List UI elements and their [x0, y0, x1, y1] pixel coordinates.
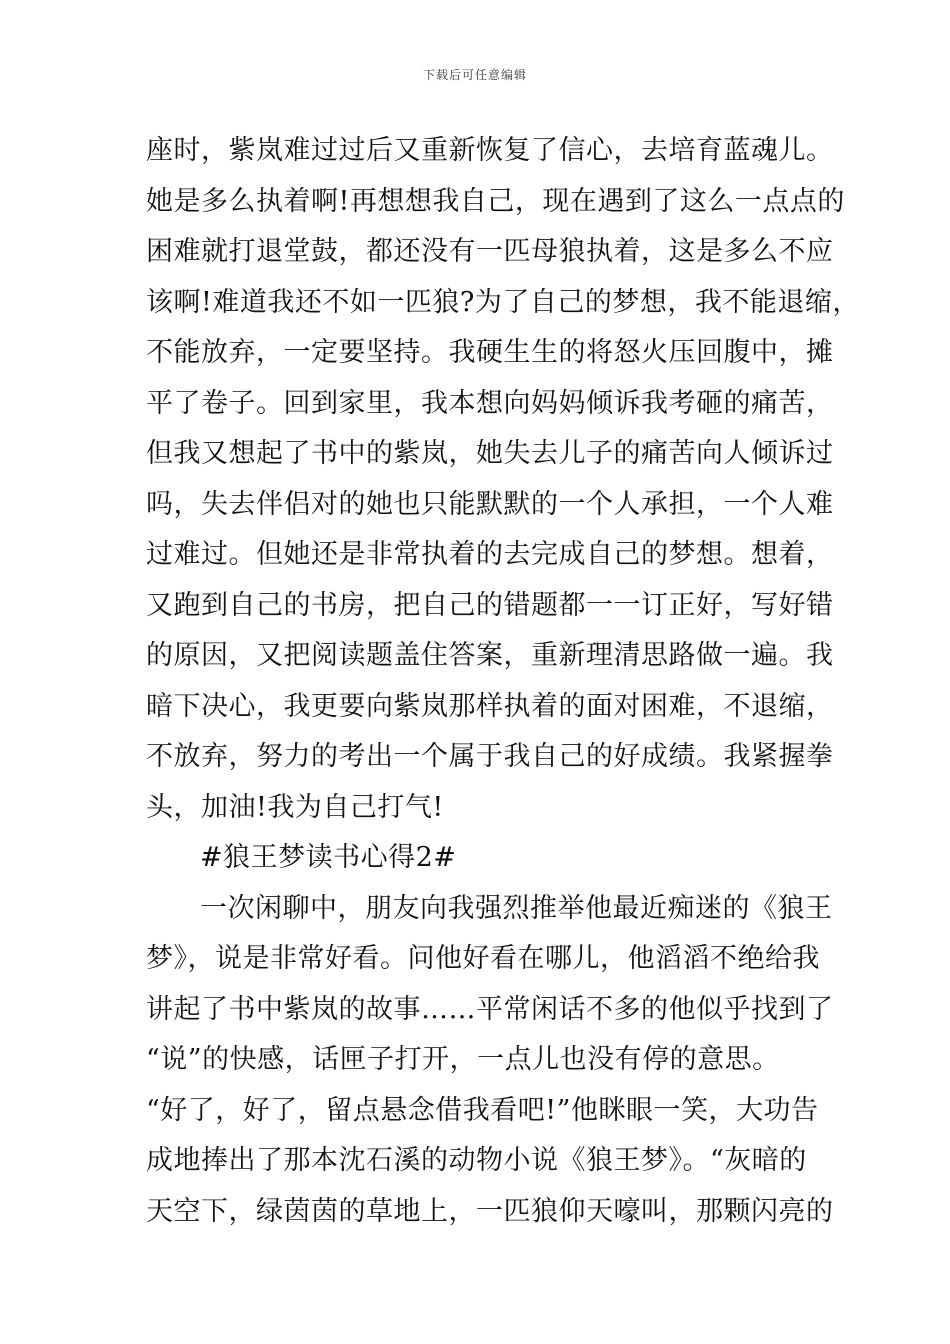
text-line: 梦》，说是非常好看。问他好看在哪儿，他滔滔不绝给我: [146, 943, 820, 974]
text-line: 该啊!难道我还不如一匹狼?为了自己的梦想，我不能退缩，: [146, 286, 860, 318]
text-line: 不放弃，努力的考出一个属于我自己的好成绩。我紧握拳: [146, 741, 834, 772]
text-line: “说”的快感，话匣子打开，一点儿也没有停的意思。: [146, 1044, 780, 1075]
text-line: 天空下，绿茵茵的草地上，一匹狼仰天嚎叫，那颗闪亮的: [146, 1195, 834, 1227]
paragraph-first-line: 一次闲聊中，朋友向我强烈推举他最近痴迷的《狼王: [200, 892, 833, 924]
text-line: 头，加油!我为自己打气!: [146, 791, 444, 823]
text-line: 又跑到自己的书房，把自己的错题都一一订正好，写好错: [146, 589, 834, 621]
text-line: 她是多么执着啊!再想想我自己，现在遇到了这么一点点的: [146, 185, 845, 217]
text-line: 不能放弃，一定要坚持。我硬生生的将怒火压回腹中，摊: [146, 337, 834, 368]
text-line: 过难过。但她还是非常执着的去完成自己的梦想。想着，: [146, 539, 834, 570]
text-line: 座时，紫岚难过过后又重新恢复了信心，去培育蓝魂儿。: [146, 135, 834, 166]
page-header: 下载后可任意编辑: [422, 68, 527, 82]
text-line: 成地捧出了那本沈石溪的动物小说《狼王梦》。“灰暗的: [146, 1145, 807, 1176]
text-line: 讲起了书中紫岚的故事……平常闲话不多的他似乎找到了: [146, 993, 834, 1025]
text-line: 困难就打退堂鼓，都还没有一匹母狼执着，这是多么不应: [146, 236, 834, 267]
text-line: 吗，失去伴侣对的她也只能默默的一个人承担，一个人难: [146, 488, 834, 520]
section-heading: #狼王梦读书心得2#: [200, 842, 457, 873]
text-line: 平了卷子。回到家里，我本想向妈妈倾诉我考砸的痛苦，: [146, 387, 834, 419]
document-body: [146, 126, 860, 1237]
text-line: 暗下决心，我更要向紫岚那样执着的面对困难，不退缩，: [146, 690, 834, 722]
text-line: 但我又想起了书中的紫岚，她失去儿子的痛苦向人倾诉过: [146, 438, 834, 469]
text-line: “好了，好了，留点悬念借我看吧!”他眯眼一笑，大功告: [146, 1094, 819, 1126]
text-line: 的原因，又把阅读题盖住答案，重新理清思路做一遍。我: [146, 640, 834, 671]
